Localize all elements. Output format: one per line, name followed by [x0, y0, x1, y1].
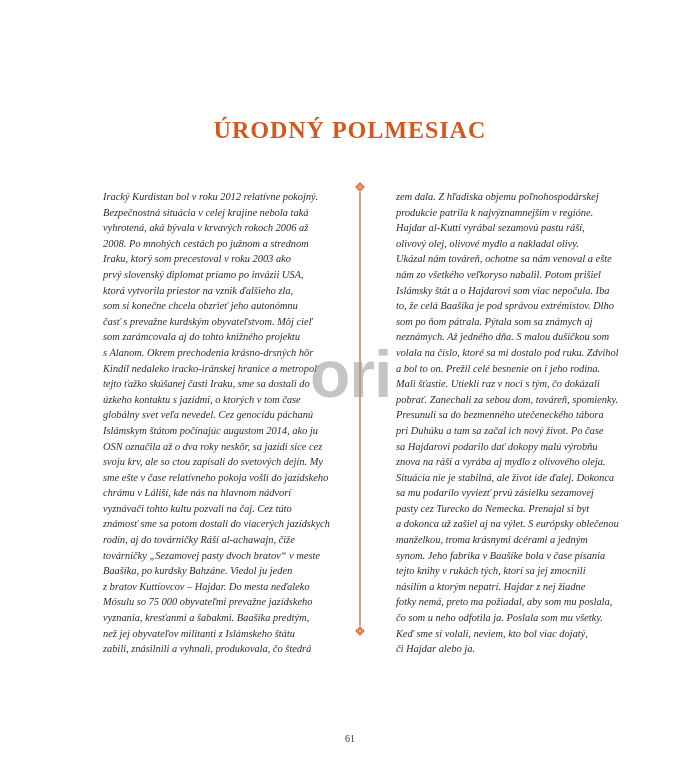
text-line: Baašíka, po kurdsky Bahzáne. Viedol ju jeden	[103, 566, 293, 578]
text-line: Keď sme si volali, neviem, kto bol viac dojatý,	[396, 628, 588, 640]
text-line: tejto ťažko skúšanej časti Iraku, sme sa dostali do	[103, 379, 310, 391]
text-line: Iracký Kurdistan bol v roku 2012 relatívne pokojný.	[103, 192, 319, 203]
text-line: ktorá vytvorila priestor na vznik ďalšieho zla,	[103, 285, 294, 297]
text-line: sme ešte v čase relatívneho pokoja vošli do jazídskeho	[103, 472, 329, 484]
text-line: produkcie patrila k najvýznamnejším v regióne.	[396, 207, 594, 219]
text-line: znova na ráší a vyrába aj mydlo z olivového oleja.	[396, 457, 606, 469]
text-line: z bratov Kuttíovcov – Hajdar. Do mesta neďaleko	[103, 581, 310, 593]
knot-ornament-top-icon	[356, 183, 364, 191]
text-line: svoju krv, ale so ctou zapísali do svetových dejín. My	[103, 457, 323, 469]
text-line: som zarámcovala aj do tohto knižného projektu	[103, 332, 301, 344]
text-line: OSN označila až o dva roky neskôr, sa jazídi sice cez	[103, 441, 323, 453]
text-line: sa mu podarilo vyviezť prvú zásielku sezamovej	[396, 488, 594, 500]
text-line: globálny svet veľa nevedel. Cez genocídu páchanú	[103, 410, 314, 422]
text-line: Mali šťastie. Utiekli raz v noci s tým, čo dokázali	[396, 379, 600, 391]
page-title: ÚRODNÝ POLMESIAC	[213, 118, 487, 144]
knot-ornament-bottom-icon	[356, 627, 364, 635]
text-line: vyznávači tohto kultu pozvali na čaj. Cez túto	[103, 503, 292, 515]
text-line: rodín, aj do továrničky Ráší al-achawajn, čiže	[103, 535, 295, 547]
text-line: Kindíl nedaleko iracko-iránskej hranice a metropol	[103, 363, 318, 375]
text-line: Islámskym štátom počínajúc augustom 2014, ako ju	[103, 425, 319, 437]
text-line: pobrať. Zanechali za sebou dom, továreň, spomienky.	[396, 394, 619, 406]
right-text-column	[396, 190, 619, 658]
text-line: pasty cez Turecko do Nemecka. Prenajal si byt	[396, 503, 590, 515]
text-line: známosť sme sa potom dostali do viacerých jazídskych	[103, 519, 330, 531]
text-line: manželkou, troma krásnymi dcérami a jedným	[396, 535, 588, 547]
text-line: než jej obyvateľov militanti z Islámskeho štátu	[103, 628, 295, 640]
text-line: 2008. Po mnohých cestách po južnom a strednom	[103, 238, 309, 250]
text-line: tejto knihy v rukách tých, ktorí sa jej zmocnili	[396, 566, 586, 578]
text-line: Situácia nie je stabilná, ale život ide ďalej. Dokonca	[396, 472, 615, 484]
text-line: čo som u neho odfotila ja. Poslala som mu všetky.	[396, 613, 603, 625]
text-line: úzkeho kontaktu s jazídmi, o ktorých v tom čase	[103, 394, 301, 406]
text-line: to, že celá Baašíka je pod správou extrémistov. Dlho	[396, 301, 614, 313]
text-line: vyhrotená, aká bývala v krvavých rokoch 2006 až	[103, 223, 309, 235]
page-number: 61	[345, 734, 355, 745]
text-line: Bezpečnostná situácia v celej krajine nebola taká	[103, 207, 309, 219]
text-line: chrámu v Láliší, kde nás na hlavnom nádvorí	[103, 488, 292, 500]
text-line: fotky nemá, preto ma požiadal, aby som mu poslala,	[396, 597, 613, 609]
text-line: s Alanom. Okrem prechodenia krásno-drsných hôr	[103, 347, 314, 359]
text-line: som po ňom pátrala. Pýtala som sa známych aj	[396, 316, 593, 328]
text-line: Iraku, ktorý som precestoval v roku 2003 ako	[103, 254, 291, 266]
text-line: prvý slovenský diplomat priamo po invázii USA,	[103, 269, 304, 281]
text-line: Presunuli sa do bezmenného utečeneckého tábora	[396, 410, 604, 422]
text-line: Mósulu so 75 000 obyvateľmi prevažne jazídskeho	[103, 597, 313, 609]
text-line: násilím a ktorým nepatrí. Hajdar z nej žiadne	[396, 581, 586, 593]
text-line: vyznania, kresťanmi a šabakmi. Baašíka predtým,	[103, 613, 310, 625]
text-line: Ukázal nám továreň, ochotne sa nám venoval a ešte	[396, 254, 612, 266]
text-line: zem dala. Z hľadiska objemu poľnohospodárskej	[396, 192, 599, 203]
text-line: pri Duhúku a tam sa začal ich nový život. Po čase	[396, 425, 604, 437]
watermark: ori	[310, 337, 392, 411]
text-line: Hajdar al-Kutti vyrábal sezamovú pastu ráší,	[396, 223, 585, 235]
text-line: neznámych. Až jedného dňa. S malou dušičkou som	[396, 332, 610, 344]
text-line: sa Hajdarovi podarilo dať dokopy malú výrobňu	[396, 441, 598, 453]
text-line: synom. Jeho fabrika v Baašíke bola v čase písania	[396, 550, 606, 562]
text-line: a bol to on. Prežil celé besnenie on i jeho rodina.	[396, 363, 601, 375]
left-text-column	[103, 190, 331, 658]
text-line: som si konečne chcela obzrieť jeho autonómnu	[103, 301, 298, 313]
text-line: časť s prevažne kurdským obyvateľstvom. Môj cieľ	[103, 316, 313, 328]
text-line: či Hajdar alebo ja.	[396, 644, 476, 656]
text-line: olivový olej, olivové mydlo a nakladal olivy.	[396, 238, 579, 250]
text-line: nám zo všetkého veľkoryso nabalil. Potom prišiel	[396, 269, 601, 281]
text-line: volala na číslo, ktoré sa mi dostalo pod ruku. Zdvihol	[396, 347, 619, 359]
text-line: Islámsky štát a o Hajdarovi som viac nepočula. Iba	[396, 285, 610, 297]
text-line: továrničky „Sezamovej pasty dvoch bratov“ v meste	[103, 550, 320, 562]
text-line: zabili, znásilnili a vyhnali, produkovala, čo štedrá	[103, 644, 312, 656]
text-line: a dokonca už zašiel aj na výlet. S európsky oblečenou	[396, 519, 619, 531]
